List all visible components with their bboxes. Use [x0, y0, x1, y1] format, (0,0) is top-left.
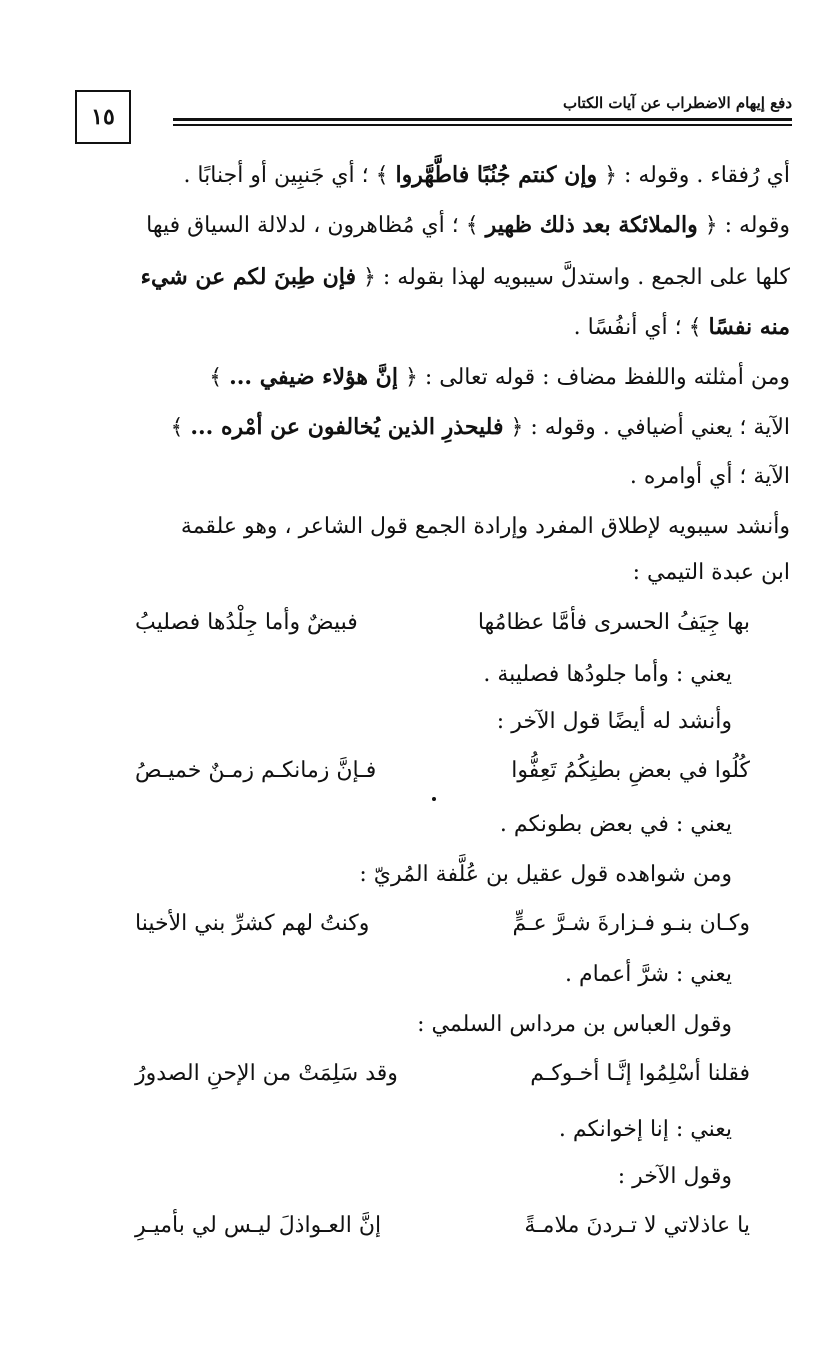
- text-line: ومن شواهده قول عقيل بن عُلَّفة المُريّ :: [359, 862, 732, 887]
- verse-first-hemistich: وكـان بنـو فـزارةَ شـرَّ عـمٍّ: [512, 911, 750, 936]
- text-line: [209, 362, 790, 393]
- verse-second-hemistich: وكنتُ لهم كشرِّ بني الأخينا: [135, 911, 370, 936]
- text-line: ابن عبدة التيمي :: [632, 560, 790, 585]
- header-rule-thin: [173, 124, 792, 126]
- quran-quote: فليحذرِ الذين يُخالفون عن أمْره ...: [190, 414, 504, 440]
- quran-quote: منه نفسًا: [708, 314, 790, 340]
- text-line: [170, 412, 790, 443]
- text-line: يعني : وأما جلودُها فصليبة .: [483, 662, 732, 687]
- text-span: أي رُفقاء . وقوله : ﴿: [604, 163, 790, 188]
- running-header-title: دفع إيهام الاضطراب عن آيات الكتاب: [562, 94, 792, 112]
- poetry-verse: [0, 1058, 832, 1090]
- text-line: يعني : شرَّ أعمام .: [565, 962, 732, 987]
- text-line: الآية ؛ أي أوامره .: [629, 464, 790, 489]
- quran-quote: وإن كنتم جُنُبًا فاطَّهَّروا: [395, 162, 598, 188]
- text-span: وقوله : ﴿: [704, 213, 790, 238]
- text-span: ومن أمثلته واللفظ مضاف : قوله تعالى : ﴿: [404, 365, 790, 390]
- verse-first-hemistich: بها جِيَفُ الحسرى فأمَّا عظامُها: [477, 610, 750, 635]
- verse-second-hemistich: إنَّ العـواذلَ ليـس لي بأميـرِ: [135, 1213, 382, 1238]
- text-line: [146, 210, 790, 241]
- text-line: يعني : إنا إخوانكم .: [558, 1117, 732, 1142]
- text-span: كلها على الجمع . واستدلَّ سيبويه لهذا بقوله : ﴿: [363, 265, 790, 290]
- text-line: وقول الآخر :: [617, 1164, 732, 1189]
- poetry-verse: [0, 1210, 832, 1242]
- verse-second-hemistich: فبيضٌ وأما جِلْدُها فصليبُ: [135, 610, 358, 635]
- quran-quote: فإن طِبنَ لكم عن شيء: [140, 264, 357, 290]
- text-line: [574, 312, 790, 343]
- text-line: وأنشد له أيضًا قول الآخر :: [496, 709, 732, 734]
- text-line: وأنشد سيبويه لإطلاق المفرد وإرادة الجمع قول الشاعر ، وهو علقمة: [180, 514, 790, 539]
- verse-first-hemistich: فقلنا أسْلِمُوا إنَّـا أخـوكـم: [530, 1061, 750, 1086]
- page-number: ١٥: [75, 90, 131, 144]
- header-rule: [173, 118, 792, 121]
- stray-dot: [432, 797, 436, 801]
- text-line: وقول العباس بن مرداس السلمي :: [417, 1012, 732, 1037]
- verse-first-hemistich: يا عاذلاتي لا تـردنَ ملامـةً: [524, 1213, 750, 1238]
- text-span: ﴾ ؛ أي مُظاهرون ، لدلالة السياق فيها: [146, 213, 479, 238]
- text-span: الآية ؛ يعني أضيافي . وقوله : ﴿: [510, 415, 790, 440]
- quran-quote: والملائكة بعد ذلك ظهير: [485, 212, 698, 238]
- text-span: ﴾ ؛ أي جَنبِين أو أجنابًا .: [183, 163, 389, 188]
- poetry-verse: [0, 607, 832, 639]
- text-span: ﴾: [209, 365, 223, 390]
- poetry-verse: [0, 755, 832, 787]
- quran-quote: إنَّ هؤلاء ضيفي ...: [229, 364, 398, 390]
- verse-first-hemistich: كُلُوا في بعضِ بطنِكُمُ تَعِفُّوا: [511, 758, 750, 783]
- poetry-verse: [0, 908, 832, 940]
- text-line: [183, 160, 790, 191]
- text-line: [141, 262, 790, 293]
- text-span: ﴾: [170, 415, 184, 440]
- text-line: يعني : في بعض بطونكم .: [499, 812, 732, 837]
- text-span: ﴾ ؛ أي أنفُسًا .: [573, 315, 702, 340]
- verse-second-hemistich: وقد سَلِمَتْ من الإحنِ الصدورُ: [135, 1061, 398, 1086]
- verse-second-hemistich: فـإنَّ زمانكـم زمـنٌ خميـصُ: [135, 758, 377, 783]
